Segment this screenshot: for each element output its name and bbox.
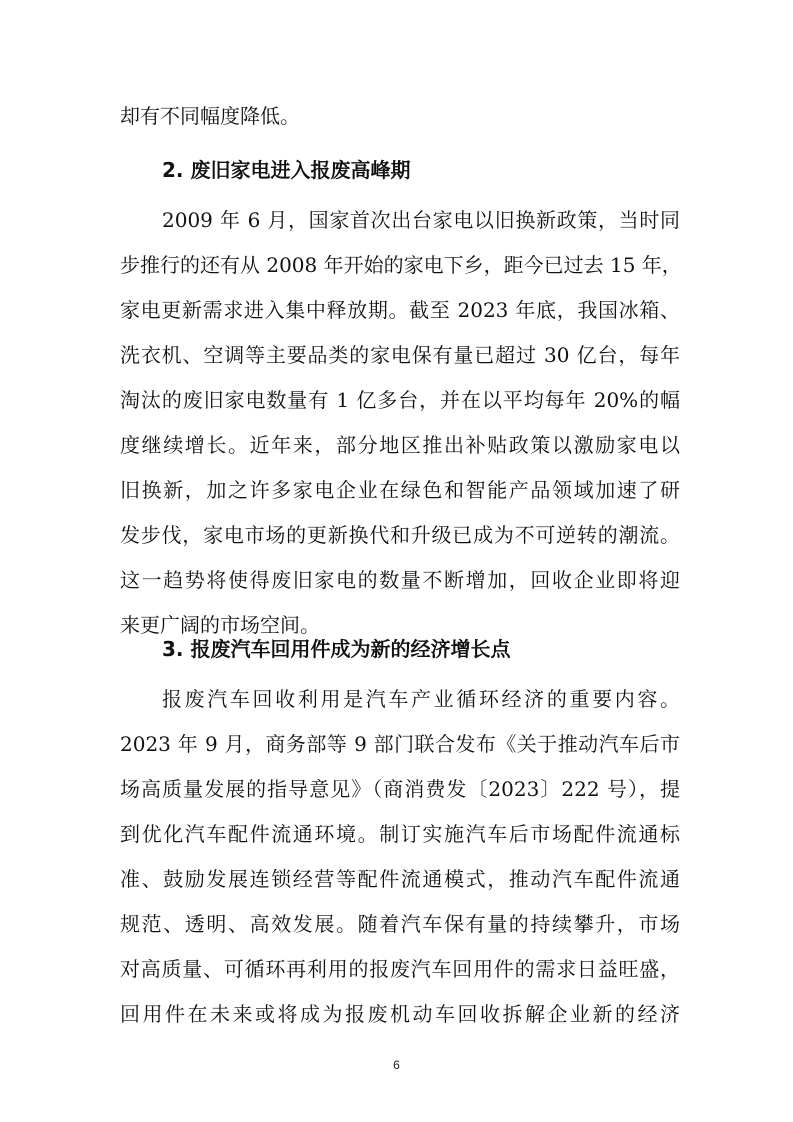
paragraph-line: 准、鼓励发展连锁经营等配件流通模式，推动汽车配件流通 bbox=[120, 867, 680, 891]
paragraph-line: 到优化汽车配件流通环境。制订实施汽车后市场配件流通标 bbox=[120, 822, 680, 846]
paragraph-line: 步推行的还有从 2008 年开始的家电下乡，距今已过去 15 年， bbox=[120, 253, 682, 277]
paragraph-line: 这一趋势将使得废旧家电的数量不断增加，回收企业即将迎 bbox=[120, 568, 680, 592]
paragraph-line: 对高质量、可循环再利用的报废汽车回用件的需求日益旺盛， bbox=[120, 957, 680, 981]
paragraph-line: 场高质量发展的指导意见》（商消费发〔2023〕222 号），提 bbox=[120, 777, 680, 801]
paragraph-line: 家电更新需求进入集中释放期。截至 2023 年底，我国冰箱、 bbox=[120, 298, 680, 322]
paragraph-line: 规范、透明、高效发展。随着汽车保有量的持续攀升，市场 bbox=[120, 912, 680, 936]
paragraph-line: 2023 年 9 月，商务部等 9 部门联合发布《关于推动汽车后市 bbox=[120, 732, 680, 756]
paragraph-line: 旧换新，加之许多家电企业在绿色和智能产品领域加速了研 bbox=[120, 478, 680, 502]
paragraph-line: 报废汽车回收利用是汽车产业循环经济的重要内容。 bbox=[162, 687, 680, 711]
paragraph-line: 却有不同幅度降低。 bbox=[120, 104, 300, 128]
paragraph-line: 回用件在未来或将成为报废机动车回收拆解企业新的经济 bbox=[120, 1002, 680, 1026]
paragraph-line: 淘汰的废旧家电数量有 1 亿多台，并在以平均每年 20%的幅 bbox=[120, 388, 680, 412]
paragraph-line: 来更广阔的市场空间。 bbox=[120, 613, 320, 637]
page-number: 6 bbox=[393, 1058, 400, 1072]
paragraph-line: 度继续增长。近年来，部分地区推出补贴政策以激励家电以 bbox=[120, 433, 680, 457]
paragraph-line: 发步伐，家电市场的更新换代和升级已成为不可逆转的潮流。 bbox=[120, 523, 680, 547]
section-heading-2: 2. 废旧家电进入报废高峰期 bbox=[162, 158, 411, 182]
paragraph-line: 洗衣机、空调等主要品类的家电保有量已超过 30 亿台，每年 bbox=[120, 343, 680, 367]
paragraph-line: 2009 年 6 月，国家首次出台家电以旧换新政策，当时同 bbox=[162, 208, 680, 232]
section-heading-3: 3. 报废汽车回用件成为新的经济增长点 bbox=[162, 637, 511, 661]
